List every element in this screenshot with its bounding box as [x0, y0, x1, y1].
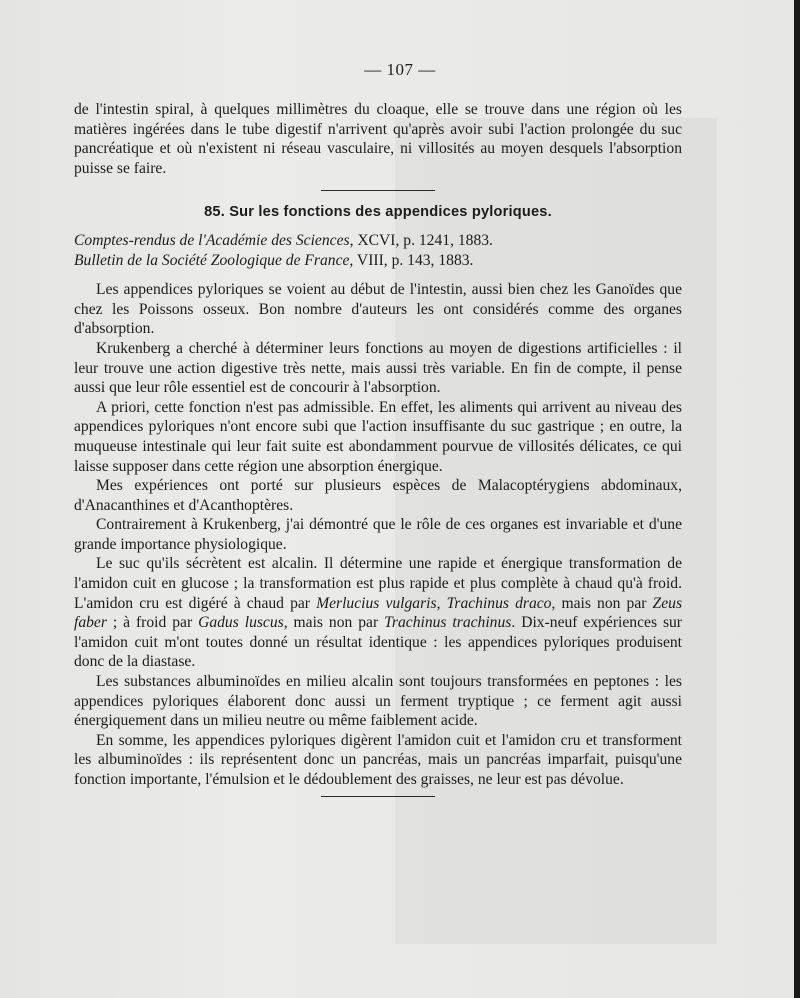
reference-comptes-rendus	[74, 231, 682, 251]
paragraph-appendices: Les appendices pyloriques se voient au début de l'intestin, aussi bien chez les Ganoïdes que chez les Poissons osseux. Bon nombre d'auteurs les ont considérés comme des organes d'absorption.	[74, 281, 682, 338]
species-name: Merlucius vulgaris	[316, 594, 437, 612]
species-name: Zeus faber	[74, 594, 683, 632]
text-run: Le suc qu'ils sécrètent est alcalin. Il détermine une rapide et énergique transformation de l'amidon cuit en glucose ; la transformation est plus rapide et plus complète à chaud qu'à froid. L'amidon cru est digéré à chaud par	[74, 555, 682, 612]
reference-details: , VIII, p. 143, 1883.	[349, 251, 474, 269]
text-run: , mais non par	[283, 614, 385, 632]
section-title: 85. Sur les fonctions des appendices pyloriques.	[204, 204, 552, 221]
text-run: ; à froid par	[106, 614, 199, 632]
species-name: Gadus luscus	[198, 614, 284, 632]
reference-details: , XCVI, p. 1241, 1883.	[349, 231, 493, 249]
paragraph-suc-alcalin	[74, 554, 682, 672]
species-name: Trachinus trachinus	[384, 614, 512, 632]
end-divider	[321, 796, 435, 797]
reference-journal: Comptes-rendus de l'Académie des Sciences	[74, 231, 350, 249]
reference-bulletin	[74, 251, 682, 271]
continued-paragraph: de l'intestin spiral, à quelques millimètres du cloaque, elle se trouve dans une région où les matières ingérées dans le tube digestif n'arrivent qu'après avoir subi l'action prolongée du suc pancréatique et où n'existent ni réseau vasculaire, ni villosités au moyen desquels l'absorption puisse se faire.	[74, 101, 682, 177]
scan-edge	[794, 0, 800, 998]
paragraph-en-somme: En somme, les appendices pyloriques digèrent l'amidon cuit et l'amidon cru et transforment les albuminoïdes : ils représentent donc un pancréas, mais un pancréas imparfait, puisqu'une fonction importante, l'émulsion et le dédoublement des graisses, ne leur est pas dévolue.	[74, 731, 682, 788]
text-run: ,	[436, 594, 447, 612]
section-divider	[321, 190, 435, 191]
paragraph-krukenberg: Krukenberg a cherché à déterminer leurs fonctions au moyen de digestions artificielles : il leur trouve une action digestive très nette, mais aussi très variable. En fin de compte, il pense aussi que leur rôle essentiel est de concourir à l'absorption.	[74, 339, 682, 397]
paragraph-contrairement: Contrairement à Krukenberg, j'ai démontré que le rôle de ces organes est invariable et d'une grande importance physiologique.	[74, 516, 682, 553]
paragraph-albuminoides: Les substances albuminoïdes en milieu alcalin sont toujours transformées en peptones : les appendices pyloriques élaborent donc aussi un ferment tryptique ; ce ferment agit aussi énergiquement dans un milieu neutre ou même faiblement acide.	[74, 673, 682, 730]
text-run: , mais non par	[551, 594, 653, 612]
paragraph-a-priori: A priori, cette fonction n'est pas admissible. En effet, les aliments qui arrivent au niveau des appendices pyloriques n'ont encore subi que l'action insuffisante du suc gastrique ; en outre, la muqueuse intestinale qui leur fait suite est abondamment pourvue de villosités délicates, ce qui laisse supposer dans cette région une absorption énergique.	[74, 398, 682, 475]
species-name: Trachinus draco	[446, 594, 552, 612]
reference-journal: Bulletin de la Société Zoologique de France	[74, 251, 350, 269]
page-body	[74, 100, 682, 797]
text-run: . Dix-neuf expériences sur l'amidon cuit m'ont toutes donné un résultat identique : les appendices pyloriques produisent donc de la diastase.	[74, 614, 683, 671]
paragraph-experiences: Mes expériences ont porté sur plusieurs espèces de Malacoptérygiens abdominaux, d'Anacanthines et d'Acanthoptères.	[74, 477, 682, 514]
page-number: — 107 —	[364, 60, 436, 79]
